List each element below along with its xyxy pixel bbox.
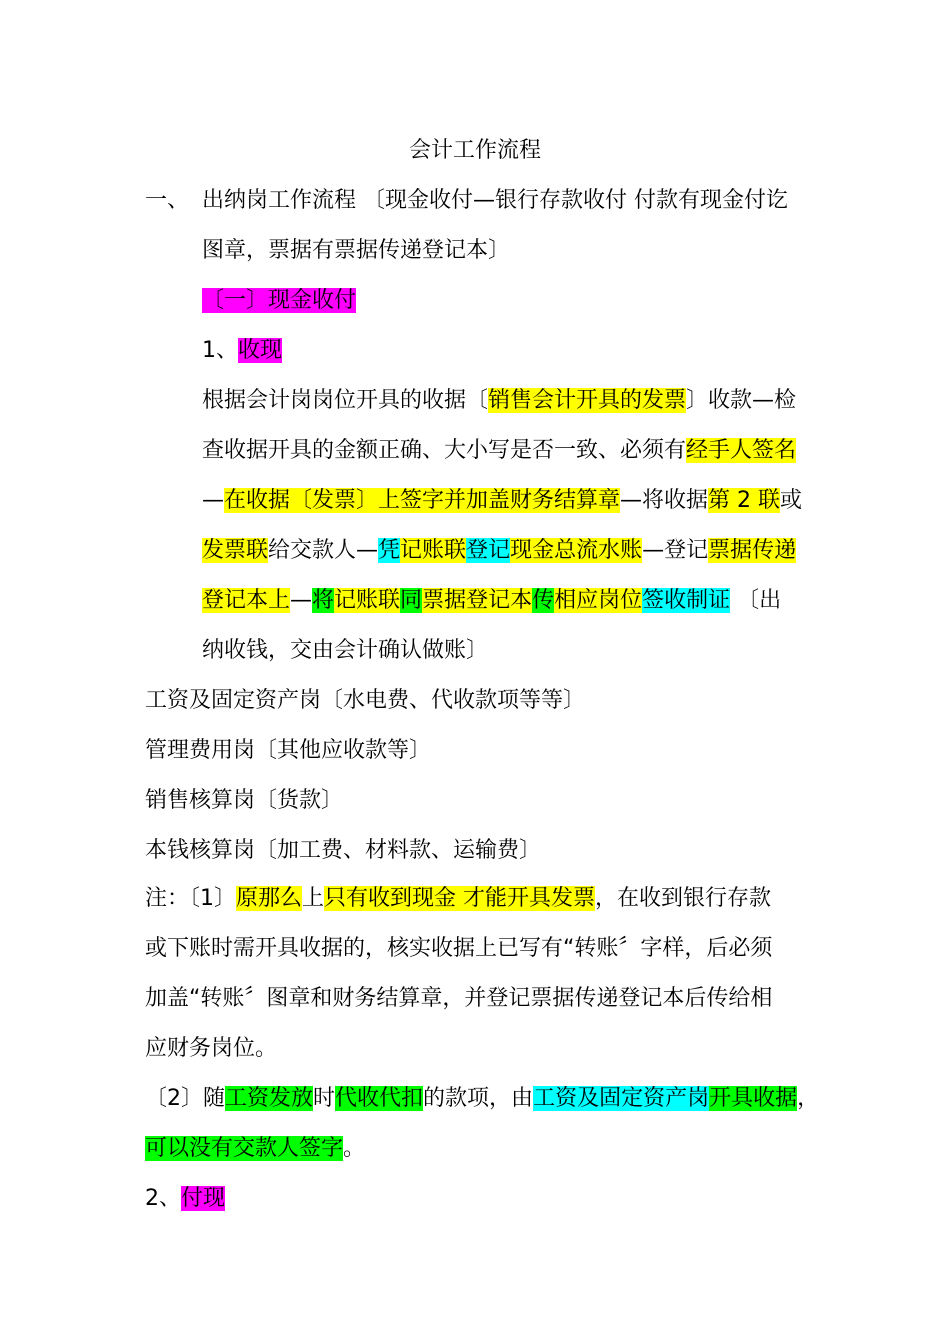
text-run: 给交款人— bbox=[268, 538, 379, 563]
highlighted-text: 将 bbox=[312, 588, 335, 613]
text-run: 或 bbox=[780, 488, 803, 513]
highlighted-text: 销售会计开具的发票 bbox=[488, 388, 687, 413]
paragraph-line bbox=[145, 884, 771, 914]
highlighted-text: 记账联 bbox=[400, 538, 467, 563]
subsection-heading-text: 〔一〕现金收付 bbox=[202, 288, 357, 313]
highlighted-text: 票据传递 bbox=[708, 538, 797, 563]
highlighted-text: 登记 bbox=[466, 538, 511, 563]
text-run: 注：〔1〕 bbox=[145, 886, 236, 911]
highlighted-text: 在收据〔发票〕上签字并加盖财务结算章 bbox=[224, 488, 621, 513]
text-run: 〔2〕随 bbox=[145, 1086, 225, 1111]
text-run: 纳收钱，交由会计确认做账〕 bbox=[202, 638, 489, 663]
highlighted-text: 开具收据 bbox=[709, 1086, 798, 1111]
item-number: 1、 bbox=[202, 338, 238, 363]
page-title: 会计工作流程 bbox=[408, 138, 541, 163]
paragraph-line bbox=[145, 984, 772, 1014]
section-number: 一、 bbox=[145, 188, 190, 213]
paragraph-line bbox=[202, 636, 488, 666]
paragraph-line bbox=[202, 486, 802, 516]
highlighted-text: 可以没有交款人签字 bbox=[145, 1136, 344, 1161]
post-line: 管理费用岗〔其他应收款等〕 bbox=[145, 738, 432, 763]
paragraph-line bbox=[202, 386, 796, 416]
section-heading-line-2: 图章，票据有票据传递登记本〕 bbox=[202, 238, 511, 263]
text-run: 。 bbox=[343, 1136, 366, 1161]
paragraph-line bbox=[145, 1034, 277, 1064]
highlighted-text: 传 bbox=[532, 588, 555, 613]
highlighted-text: 只有收到现金 才能开具发票 bbox=[324, 886, 596, 911]
text-run: 时 bbox=[313, 1086, 336, 1111]
highlighted-text: 凭 bbox=[378, 538, 401, 563]
text-run: — bbox=[202, 488, 224, 513]
text-run: 或下账时需开具收据的，核实收据上已写有“转账〞字样，后必须 bbox=[145, 936, 773, 961]
highlighted-text: 原那么 bbox=[236, 886, 303, 911]
paragraph-line bbox=[202, 436, 796, 466]
text-run: 加盖“转账〞图章和财务结算章，并登记票据传递登记本后传给相 bbox=[145, 986, 773, 1011]
text-run: 〔出 bbox=[730, 588, 782, 613]
paragraph-line bbox=[145, 1084, 819, 1114]
highlighted-text: 经手人签名 bbox=[686, 438, 797, 463]
post-line: 销售核算岗〔货款〕 bbox=[145, 788, 344, 813]
text-run: 应财务岗位。 bbox=[145, 1036, 278, 1061]
post-line: 本钱核算岗〔加工费、材料款、运输费〕 bbox=[145, 838, 542, 863]
item-label: 付现 bbox=[181, 1186, 226, 1211]
text-run: ， bbox=[797, 1086, 820, 1111]
text-run: 根据会计岗岗位开具的收据〔 bbox=[202, 388, 489, 413]
highlighted-text: 相应岗位 bbox=[554, 588, 643, 613]
text-run: 〕收款—检 bbox=[686, 388, 797, 413]
highlighted-text: 发票联 bbox=[202, 538, 269, 563]
highlighted-text: 第 2 联 bbox=[708, 488, 781, 513]
item-heading-1 bbox=[202, 336, 282, 366]
post-line: 工资及固定资产岗〔水电费、代收款项等等〕 bbox=[145, 688, 586, 713]
text-run: ，在收到银行存款 bbox=[595, 886, 772, 911]
paragraph-line bbox=[145, 934, 772, 964]
highlighted-text: 工资发放 bbox=[225, 1086, 314, 1111]
highlighted-text: 票据登记本 bbox=[422, 588, 533, 613]
paragraph-line bbox=[145, 1134, 365, 1164]
text-run: 查收据开具的金额正确、大小写是否一致、必须有 bbox=[202, 438, 687, 463]
text-run: — bbox=[290, 588, 313, 613]
highlighted-text: 登记本上 bbox=[202, 588, 291, 613]
text-run: 上 bbox=[302, 886, 325, 911]
item-number: 2、 bbox=[145, 1186, 181, 1211]
item-label: 收现 bbox=[238, 338, 283, 363]
highlighted-text: 签收制证 bbox=[642, 588, 731, 613]
highlighted-text: 现金总流水账 bbox=[510, 538, 643, 563]
highlighted-text: 代收代扣 bbox=[335, 1086, 424, 1111]
text-run: —登记 bbox=[642, 538, 709, 563]
paragraph-line bbox=[202, 586, 781, 616]
item-heading-2 bbox=[145, 1184, 225, 1214]
highlighted-text: 同 bbox=[400, 588, 423, 613]
highlighted-text: 记账联 bbox=[334, 588, 401, 613]
text-run: 的款项，由 bbox=[423, 1086, 534, 1111]
section-heading-line-1: 出纳岗工作流程 〔现金收付—银行存款收付 付款有现金付讫 bbox=[202, 188, 788, 213]
paragraph-line bbox=[202, 536, 796, 566]
subsection-heading bbox=[202, 286, 356, 316]
highlighted-text: 工资及固定资产岗 bbox=[533, 1086, 710, 1111]
text-run: —将收据 bbox=[620, 488, 709, 513]
